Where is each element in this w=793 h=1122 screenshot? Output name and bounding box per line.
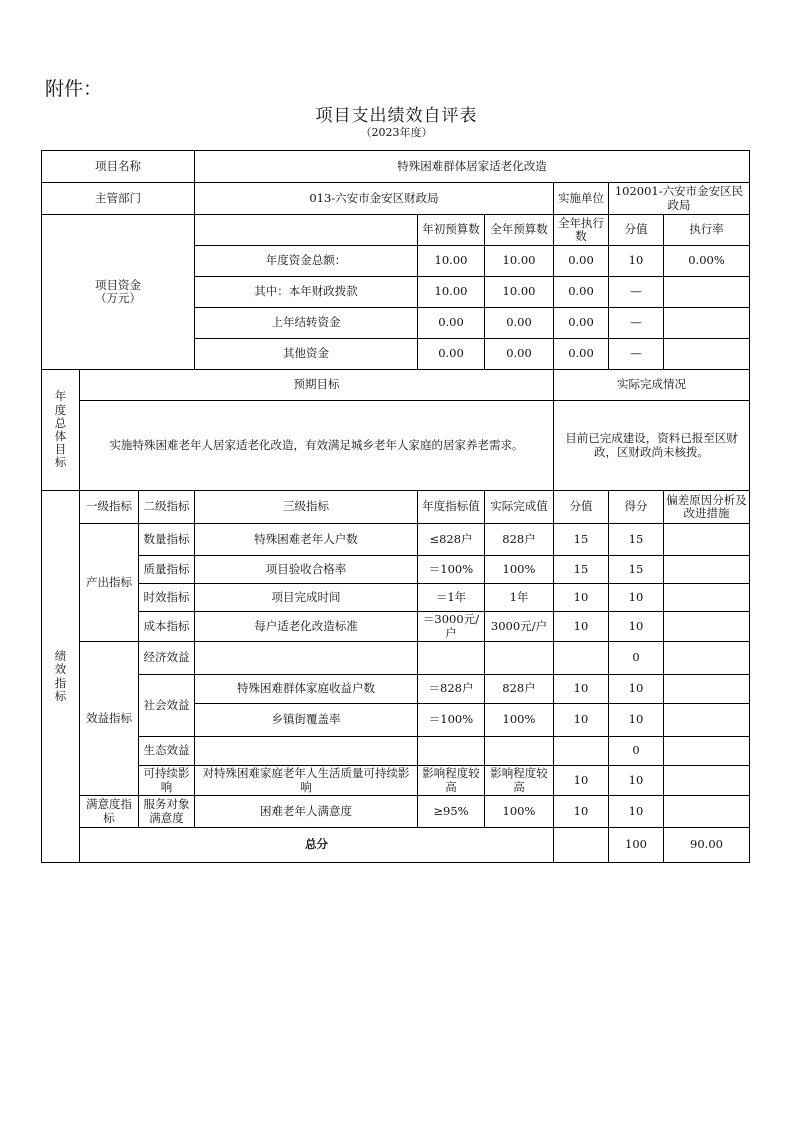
indicator-l2: 数量指标 (139, 524, 195, 556)
funds-score-value: — (609, 339, 664, 370)
funds-col-score-value: 分值 (609, 215, 664, 246)
indicator-target: ＝1年 (418, 584, 485, 612)
indicator-target: ＝828户 (418, 675, 485, 704)
indicator-actual: 828户 (485, 675, 554, 704)
funds-col-annual: 全年预算数 (485, 215, 554, 246)
indicator-l3: 项目验收合格率 (195, 556, 418, 584)
document-year: （2023年度） (360, 126, 433, 139)
indicator-note (664, 556, 750, 584)
indicator-l3: 特殊困难老年人户数 (195, 524, 418, 556)
indicator-actual: 100% (485, 704, 554, 737)
indicator-l3: 项目完成时间 (195, 584, 418, 612)
performance-indicators-label: 绩效指标 (42, 491, 80, 863)
indicator-row (42, 584, 750, 612)
value-header: 分值 (554, 491, 609, 524)
indicator-actual (485, 737, 554, 766)
implementing-unit-label: 实施单位 (554, 183, 609, 215)
funds-initial: 10.00 (418, 277, 485, 308)
benefit-indicator-group: 效益指标 (80, 642, 139, 796)
indicator-l2: 社会效益 (139, 675, 195, 737)
goals-header-row (42, 370, 750, 401)
project-name-row (42, 151, 750, 183)
deviation-header: 偏差原因分析及改进措施 (664, 491, 750, 524)
total-blank (554, 828, 609, 863)
indicator-l3: 特殊困难群体家庭收益户数 (195, 675, 418, 704)
indicator-score: 15 (609, 556, 664, 584)
level3-header: 三级指标 (195, 491, 418, 524)
expected-goal-label: 预期目标 (80, 370, 554, 401)
indicator-actual: 828户 (485, 524, 554, 556)
indicator-score: 0 (609, 737, 664, 766)
indicator-row (42, 796, 750, 828)
indicator-score: 10 (609, 796, 664, 828)
indicator-value: 10 (554, 612, 609, 642)
indicators-header-row (42, 491, 750, 524)
funds-annual: 0.00 (485, 339, 554, 370)
indicator-target: 影响程度较高 (418, 766, 485, 796)
indicator-note (664, 796, 750, 828)
indicator-score: 10 (609, 766, 664, 796)
indicator-target: ＝100% (418, 704, 485, 737)
indicator-l3: 乡镇街覆盖率 (195, 704, 418, 737)
indicator-actual: 100% (485, 556, 554, 584)
indicator-actual (485, 642, 554, 675)
funds-initial: 0.00 (418, 339, 485, 370)
department-label: 主管部门 (42, 183, 195, 215)
implementing-unit-value: 102001-六安市金安区民政局 (609, 183, 750, 215)
indicator-l2: 服务对象满意度 (139, 796, 195, 828)
funds-col-executed: 全年执行数 (554, 215, 609, 246)
annual-goals-label: 年度总体目标 (42, 370, 80, 491)
indicator-target: ≥95% (418, 796, 485, 828)
indicator-row (42, 556, 750, 584)
indicator-value: 10 (554, 675, 609, 704)
indicator-score: 10 (609, 675, 664, 704)
department-value: 013-六安市金安区财政局 (195, 183, 554, 215)
indicator-actual: 3000元/户 (485, 612, 554, 642)
satisfaction-indicator-group: 满意度指标 (80, 796, 139, 828)
indicator-row (42, 737, 750, 766)
indicator-note (664, 704, 750, 737)
indicator-score: 10 (609, 584, 664, 612)
indicator-target: ＝3000元/户 (418, 612, 485, 642)
total-row (42, 828, 750, 863)
indicator-target: ＝100% (418, 556, 485, 584)
indicator-value: 10 (554, 584, 609, 612)
indicator-value: 10 (554, 704, 609, 737)
project-name-value: 特殊困难群体居家适老化改造 (195, 151, 750, 183)
indicator-value: 15 (554, 556, 609, 584)
actual-completion-label: 实际完成情况 (554, 370, 750, 401)
funds-rate: 0.00% (664, 246, 750, 277)
level1-header: 一级指标 (80, 491, 139, 524)
funds-score-value: — (609, 277, 664, 308)
goals-content-row (42, 401, 750, 491)
expected-goal-text: 实施特殊困难老年人居家适老化改造，有效满足城乡老年人家庭的居家养老需求。 (80, 401, 554, 491)
indicator-value (554, 737, 609, 766)
indicator-l2: 成本指标 (139, 612, 195, 642)
indicator-l2: 生态效益 (139, 737, 195, 766)
indicator-l3: 困难老年人满意度 (195, 796, 418, 828)
funds-col-initial: 年初预算数 (418, 215, 485, 246)
funds-executed: 0.00 (554, 308, 609, 339)
indicator-l3 (195, 737, 418, 766)
funds-label: 项目资金 （万元） (42, 215, 195, 370)
indicator-value: 10 (554, 796, 609, 828)
funds-score-value: — (609, 308, 664, 339)
funds-rate (664, 308, 750, 339)
indicator-note (664, 612, 750, 642)
funds-row-label: 上年结转资金 (195, 308, 418, 339)
indicator-l2: 质量指标 (139, 556, 195, 584)
target-header: 年度指标值 (418, 491, 485, 524)
indicator-l3: 对特殊困难家庭老年人生活质量可持续影响 (195, 766, 418, 796)
funds-row-label: 其他资金 (195, 339, 418, 370)
indicator-row (42, 675, 750, 704)
funds-initial: 0.00 (418, 308, 485, 339)
department-row (42, 183, 750, 215)
funds-rate (664, 339, 750, 370)
total-value: 100 (609, 828, 664, 863)
indicator-note (664, 675, 750, 704)
indicator-note (664, 737, 750, 766)
funds-row-label: 年度资金总额： (195, 246, 418, 277)
indicator-l3 (195, 642, 418, 675)
indicator-l2: 可持续影响 (139, 766, 195, 796)
indicator-target (418, 642, 485, 675)
total-score: 90.00 (664, 828, 750, 863)
level2-header: 二级指标 (139, 491, 195, 524)
indicator-score: 10 (609, 612, 664, 642)
funds-header-blank (195, 215, 418, 246)
indicator-row (42, 612, 750, 642)
indicator-score: 10 (609, 704, 664, 737)
indicator-value: 10 (554, 766, 609, 796)
funds-initial: 10.00 (418, 246, 485, 277)
funds-executed: 0.00 (554, 246, 609, 277)
total-label: 总分 (80, 828, 554, 863)
indicator-note (664, 642, 750, 675)
indicator-l2: 时效指标 (139, 584, 195, 612)
indicator-target (418, 737, 485, 766)
output-indicator-group: 产出指标 (80, 524, 139, 642)
indicator-note (664, 524, 750, 556)
indicator-actual: 影响程度较高 (485, 766, 554, 796)
funds-col-rate: 执行率 (664, 215, 750, 246)
funds-executed: 0.00 (554, 339, 609, 370)
indicator-value: 15 (554, 524, 609, 556)
actual-completion-text: 目前已完成建设，资料已报至区财政，区财政尚未核拨。 (554, 401, 750, 491)
funds-annual: 10.00 (485, 246, 554, 277)
document-title: 项目支出绩效自评表 (315, 106, 478, 126)
funds-executed: 0.00 (554, 277, 609, 308)
funds-annual: 10.00 (485, 277, 554, 308)
project-name-label: 项目名称 (42, 151, 195, 183)
indicator-score: 0 (609, 642, 664, 675)
self-evaluation-table (41, 150, 750, 863)
indicator-note (664, 766, 750, 796)
indicator-row (42, 642, 750, 675)
indicator-score: 15 (609, 524, 664, 556)
score-header: 得分 (609, 491, 664, 524)
indicator-actual: 1年 (485, 584, 554, 612)
indicator-row (42, 524, 750, 556)
indicator-note (664, 584, 750, 612)
indicator-l3: 每户适老化改造标准 (195, 612, 418, 642)
indicator-target: ≤828户 (418, 524, 485, 556)
funds-rate (664, 277, 750, 308)
indicator-l2: 经济效益 (139, 642, 195, 675)
funds-score-value: 10 (609, 246, 664, 277)
actual-header: 实际完成值 (485, 491, 554, 524)
funds-header-row (42, 215, 750, 246)
indicator-row (42, 766, 750, 796)
indicator-actual: 100% (485, 796, 554, 828)
funds-annual: 0.00 (485, 308, 554, 339)
attachment-label: 附件： (45, 78, 103, 100)
indicator-value (554, 642, 609, 675)
funds-row-label: 其中：本年财政拨款 (195, 277, 418, 308)
